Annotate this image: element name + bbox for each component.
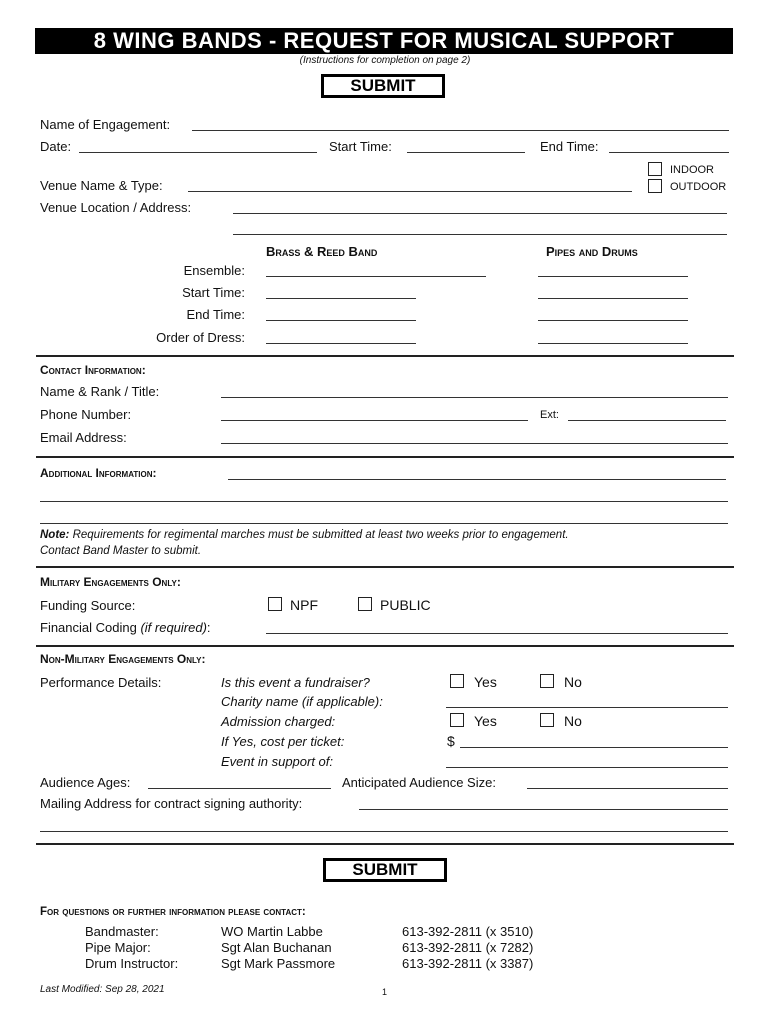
contact-phone: 613-392-2811 (x 3510) xyxy=(402,924,534,939)
pipes-drums-header: Pipes and Drums xyxy=(546,244,638,259)
admission-no-label: No xyxy=(564,713,582,729)
outdoor-checkbox[interactable] xyxy=(648,179,662,193)
audience-size-label: Anticipated Audience Size: xyxy=(342,775,496,790)
audience-ages-label: Audience Ages: xyxy=(40,775,131,790)
venue-location-field-2[interactable] xyxy=(233,234,727,235)
npf-label: NPF xyxy=(290,597,318,613)
engagement-name-label: Name of Engagement: xyxy=(40,117,171,132)
mailing-address-field-2[interactable] xyxy=(40,831,728,832)
band-end-time-label: End Time: xyxy=(186,307,245,322)
performance-details-label: Performance Details: xyxy=(40,675,162,690)
public-checkbox[interactable] xyxy=(358,597,372,611)
brass-dress-field[interactable] xyxy=(266,343,416,344)
additional-field-1[interactable] xyxy=(228,479,726,480)
form-title: 8 WING BANDS - REQUEST FOR MUSICAL SUPPORT xyxy=(35,28,733,54)
additional-field-2[interactable] xyxy=(40,501,728,502)
email-field[interactable] xyxy=(221,443,728,444)
mailing-address-label: Mailing Address for contract signing authority: xyxy=(40,796,303,811)
note-prefix: Note: xyxy=(40,529,70,541)
venue-location-field-1[interactable] xyxy=(233,213,727,214)
fundraiser-yes-label: Yes xyxy=(474,674,497,690)
charity-field[interactable] xyxy=(446,707,728,708)
support-question: Event in support of: xyxy=(221,754,334,769)
contact-header: Contact Information: xyxy=(40,363,146,377)
pipes-dress-field[interactable] xyxy=(538,343,688,344)
order-of-dress-label: Order of Dress: xyxy=(156,330,245,345)
military-header: Military Engagements Only: xyxy=(40,575,181,589)
cost-question: If Yes, cost per ticket: xyxy=(221,734,345,749)
financial-coding-label xyxy=(40,620,211,635)
end-time-label: End Time: xyxy=(540,139,599,154)
submit-button-top[interactable]: SUBMIT xyxy=(321,74,445,98)
admission-yes-checkbox[interactable] xyxy=(450,713,464,727)
section-divider xyxy=(36,566,734,568)
contact-name: Sgt Alan Buchanan xyxy=(221,940,332,955)
fundraiser-question: Is this event a fundraiser? xyxy=(221,675,370,690)
section-divider xyxy=(36,456,734,458)
ensemble-label: Ensemble: xyxy=(183,263,245,278)
indoor-label: INDOOR xyxy=(670,164,714,176)
note-line-2: Contact Band Master to submit. xyxy=(40,545,202,557)
date-label: Date: xyxy=(40,139,72,154)
contact-phone: 613-392-2811 (x 3387) xyxy=(402,956,534,971)
submit-button-bottom[interactable]: SUBMIT xyxy=(323,858,447,882)
dollar-sign: $ xyxy=(447,733,455,749)
charity-question: Charity name (if applicable): xyxy=(221,694,383,709)
questions-header: For questions or further information please contact: xyxy=(40,906,306,918)
note-line-1 xyxy=(40,529,569,541)
section-divider xyxy=(36,355,734,357)
admission-yes-label: Yes xyxy=(474,713,497,729)
fundraiser-no-checkbox[interactable] xyxy=(540,674,554,688)
outdoor-label: OUTDOOR xyxy=(670,181,727,193)
admission-question: Admission charged: xyxy=(221,714,336,729)
funding-source-label: Funding Source: xyxy=(40,598,136,613)
audience-ages-field[interactable] xyxy=(148,788,331,789)
financial-coding-field[interactable] xyxy=(266,633,728,634)
contact-name-label: Name & Rank / Title: xyxy=(40,384,160,399)
brass-ensemble-field[interactable] xyxy=(266,276,486,277)
ticket-cost-field[interactable] xyxy=(460,747,728,748)
non-military-header: Non-Military Engagements Only: xyxy=(40,652,206,666)
last-modified: Last Modified: Sep 28, 2021 xyxy=(40,984,165,995)
section-divider xyxy=(36,843,734,845)
brass-band-header: Brass & Reed Band xyxy=(266,244,378,259)
pipes-end-time-field[interactable] xyxy=(538,320,688,321)
contact-role: Pipe Major: xyxy=(85,940,151,955)
contact-role: Drum Instructor: xyxy=(85,956,179,971)
pipes-start-time-field[interactable] xyxy=(538,298,688,299)
fundraiser-yes-checkbox[interactable] xyxy=(450,674,464,688)
engagement-name-field[interactable] xyxy=(192,130,729,131)
pipes-ensemble-field[interactable] xyxy=(538,276,688,277)
additional-header: Additional Information: xyxy=(40,466,157,480)
mailing-address-field-1[interactable] xyxy=(359,809,728,810)
phone-field[interactable] xyxy=(221,420,528,421)
npf-checkbox[interactable] xyxy=(268,597,282,611)
indoor-checkbox[interactable] xyxy=(648,162,662,176)
ext-label: Ext: xyxy=(540,409,559,421)
start-time-field[interactable] xyxy=(407,152,525,153)
public-label: PUBLIC xyxy=(380,597,431,613)
support-field[interactable] xyxy=(446,767,728,768)
contact-name: WO Martin Labbe xyxy=(221,924,323,939)
band-start-time-label: Start Time: xyxy=(182,285,245,300)
contact-name: Sgt Mark Passmore xyxy=(221,956,336,971)
page-number: 1 xyxy=(382,987,388,997)
coding-italic: (if required) xyxy=(140,620,207,635)
coding-colon: : xyxy=(206,620,211,635)
brass-start-time-field[interactable] xyxy=(266,298,416,299)
phone-label: Phone Number: xyxy=(40,407,132,422)
brass-end-time-field[interactable] xyxy=(266,320,416,321)
coding-text: Financial Coding xyxy=(40,620,141,635)
ext-field[interactable] xyxy=(568,420,726,421)
contact-name-field[interactable] xyxy=(221,397,728,398)
contact-role: Bandmaster: xyxy=(85,924,159,939)
admission-no-checkbox[interactable] xyxy=(540,713,554,727)
note-text: Requirements for regimental marches must be submitted at least two weeks prior to engagement. xyxy=(69,529,569,541)
email-label: Email Address: xyxy=(40,430,127,445)
audience-size-field[interactable] xyxy=(527,788,728,789)
start-time-label: Start Time: xyxy=(329,139,392,154)
date-field[interactable] xyxy=(79,152,317,153)
venue-field[interactable] xyxy=(188,191,632,192)
venue-location-label: Venue Location / Address: xyxy=(40,200,192,215)
instructions-note: (Instructions for completion on page 2) xyxy=(299,55,471,66)
fundraiser-no-label: No xyxy=(564,674,582,690)
section-divider xyxy=(36,645,734,647)
end-time-field[interactable] xyxy=(609,152,729,153)
additional-field-3[interactable] xyxy=(40,523,728,524)
contact-phone: 613-392-2811 (x 7282) xyxy=(402,940,534,955)
venue-label: Venue Name & Type: xyxy=(40,178,163,193)
